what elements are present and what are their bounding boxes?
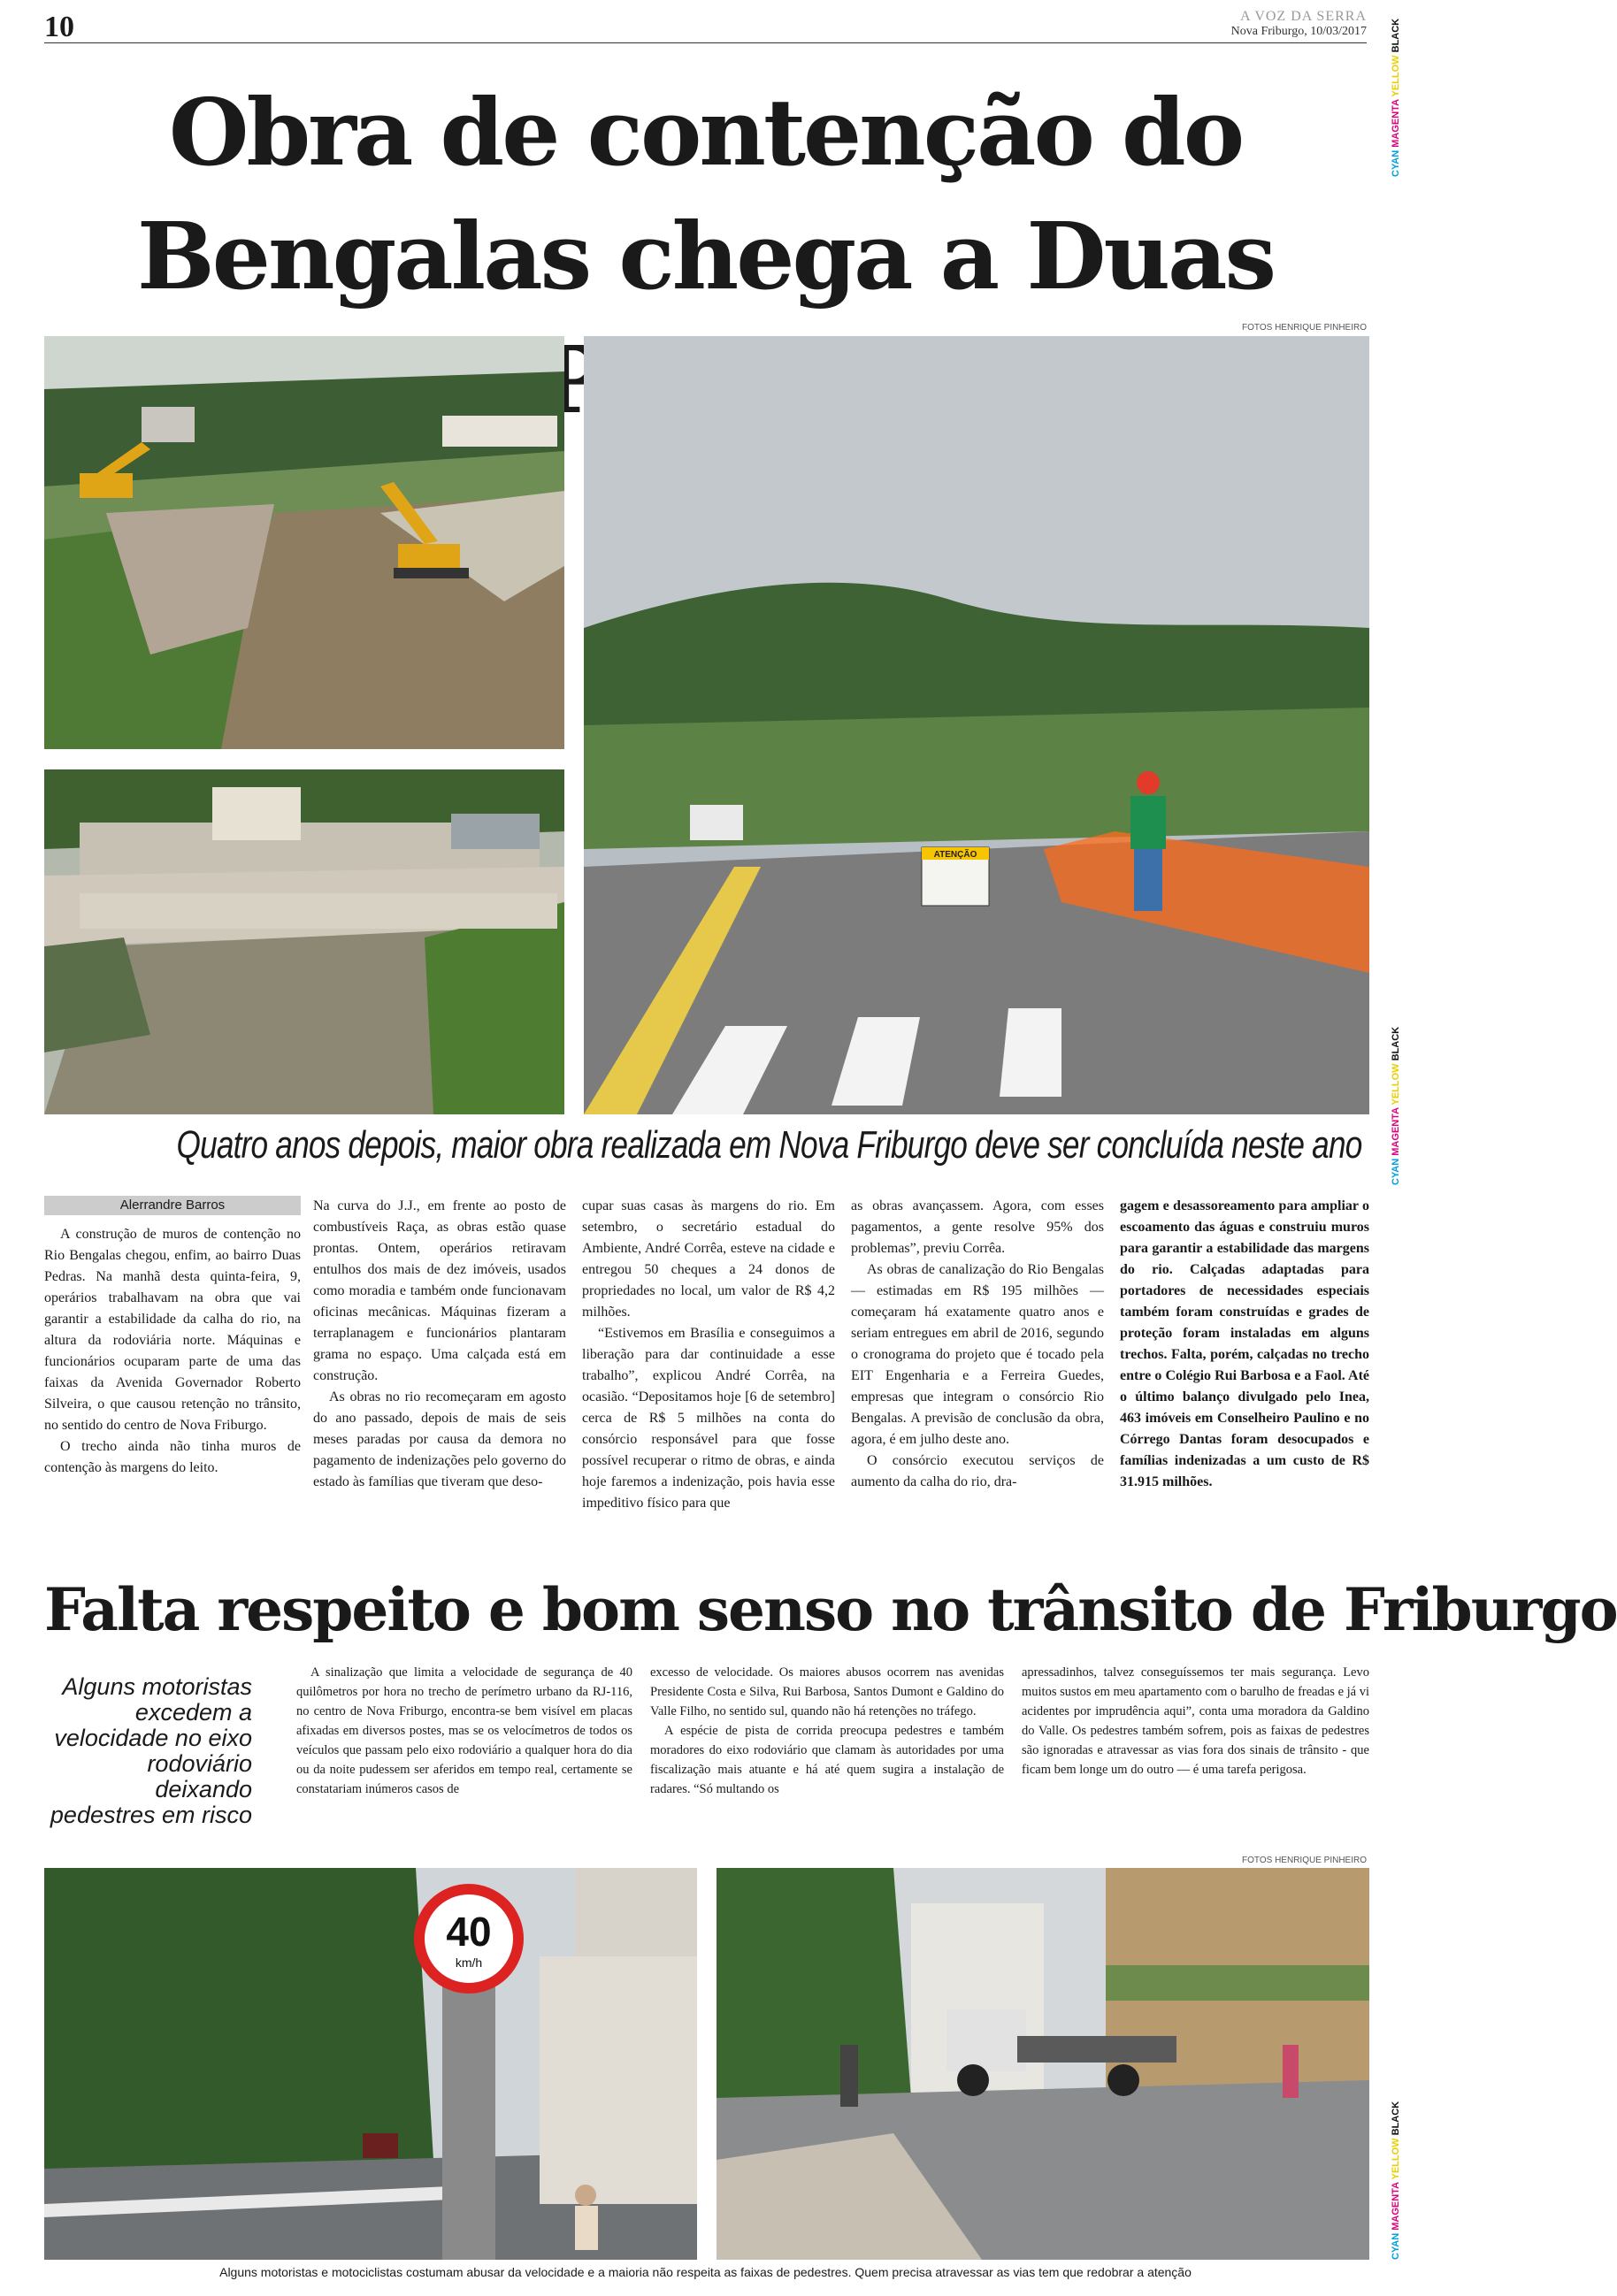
- cmyk-mark-top: CYAN MAGENTA YELLOW BLACK: [1391, 18, 1401, 177]
- story2-col2-p1: excesso de velocidade. Os maiores abusos ocorrem nas avenidas Presidente Costa e Silva, Rui Barbosa, Santos Dumont e Galdino do Valle Filho, no sentido sul, quando não há retenções no tráfego.: [650, 1665, 1004, 1718]
- page-number: 10: [44, 11, 74, 43]
- byline: Alerrandre Barros: [44, 1196, 301, 1215]
- photo-truck-street: [717, 1868, 1369, 2260]
- photo-road-workers: [584, 336, 1369, 1114]
- headline-line-1: Obra de contenção do: [168, 78, 1243, 187]
- photo-river-walls: [44, 769, 564, 1114]
- story1-col4-p2: As obras de canalização do Rio Bengalas — estimadas em R$ 195 milhões — começaram há exatamente quatro anos e seriam entregues em abril de 2016, segundo o cronograma do projeto que é tocado pela EIT Engenharia e a Ferreira Guedes, empresas que integram o consórcio Rio Bengalas. A previsão de conclusão da obra, agora, é em julho deste ano.: [851, 1262, 1104, 1447]
- story2-headline: Falta respeito e bom senso no trânsito de Friburgo: [44, 1575, 1617, 1644]
- story1-col2-p1: Na curva do J.J., em frente ao posto de combustíveis Raça, as obras estão quase prontas. Ontem, operários retiravam entulhos dos mais de dez imóveis, usados como moradia e também onde funcionavam oficinas mecânicas. Máquinas fizeram a terraplanagem e funcionários plantaram grama no espaço. Uma calçada está em construção.: [313, 1198, 566, 1383]
- story1-column-2: [313, 1196, 566, 1493]
- date-line: Nova Friburgo, 10/03/2017: [1230, 25, 1367, 38]
- speed-sign-pole: [442, 1956, 495, 2260]
- cmyk-mark-bottom: CYAN MAGENTA YELLOW BLACK: [1391, 2101, 1401, 2260]
- story2-column-3: [1022, 1663, 1369, 1779]
- story1-col1-p2: O trecho ainda não tinha muros de contenção às margens do leito.: [44, 1439, 301, 1475]
- publication-name: A VOZ DA SERRA: [1239, 9, 1367, 24]
- story2-col3-p1: apressadinhos, talvez conseguíssemos ter mais segurança. Levo muitos sustos em meu apartamento com o barulho de freadas e já vi acidentes por imprudência aqui”, conta uma moradora da Galdino do Valle. Os pedestres também sofrem, pois as faixas de pedestres são ignoradas e atravessar as vias fora dos sinais de trânsito - que ficam bem longe um do outro — é uma tarefa perigosa.: [1022, 1665, 1370, 1777]
- speed-limit-sign: [419, 1889, 518, 1988]
- story1-column-1: [44, 1196, 301, 1479]
- story2-deck: Alguns motoristas excedem a velocidade no eixo rodoviário deixando pedestres em risco: [50, 1673, 252, 1828]
- story1-col3-p2: “Estivemos em Brasília e conseguimos a liberação para dar continuidade a esse trabalho”, explicou André Corrêa, na ocasião. “Depositamos hoje [6 de setembro] cerca de R$ 5 milhões na conta do consórcio responsável para que fosse possível recuperar o ritmo de obras, e ainda hoje faremos a indenização, pois havia esse impeditivo físico para que: [582, 1326, 835, 1511]
- cmyk-mark-middle: CYAN MAGENTA YELLOW BLACK: [1391, 1026, 1401, 1185]
- headline-line-2: Bengalas chega a Duas: [136, 202, 1275, 310]
- warning-sign-text: ATENÇÃO: [933, 850, 977, 860]
- story1-col3-p1: cupar suas casas às margens do rio. Em setembro, o secretário estadual do Ambiente, André Corrêa, esteve na cidade e entregou 50 cheques a 24 donos de propriedades no local, um valor de R$ 4,2 milhões.: [582, 1198, 835, 1320]
- story1-column-3: [582, 1196, 835, 1514]
- masthead: [1231, 9, 1367, 39]
- story2-column-2: [650, 1663, 1004, 1799]
- story1-col4-p1: as obras avançassem. Agora, com esses pagamentos, a gente resolve 95% dos problemas”, previu Corrêa.: [851, 1198, 1104, 1256]
- warning-sign: [922, 847, 989, 906]
- story2-col2-p2: A espécie de pista de corrida preocupa pedestres e também moradores do eixo rodoviário que clamam às autoridades por uma fiscalização mais atuante e há até quem sugira a instalação de radares. “Só multando os: [650, 1724, 1004, 1796]
- photo-credit-top: FOTOS HENRIQUE PINHEIRO: [1242, 323, 1367, 333]
- story1-column-4: [851, 1196, 1104, 1493]
- story1-col2-p2: As obras no rio recomeçaram em agosto do ano passado, depois de mais de seis meses paradas por causa da demora no pagamento de indenizações pelo governo do estado às famílias que tiveram que deso-: [313, 1389, 566, 1489]
- story1-subhead: Quatro anos depois, maior obra realizada em Nova Friburgo deve ser concluída neste ano: [176, 1123, 1362, 1167]
- story1-column-5: [1120, 1196, 1369, 1493]
- speed-sign-number: 40: [446, 1909, 492, 1955]
- photo-credit-bottom: FOTOS HENRIQUE PINHEIRO: [1242, 1856, 1367, 1865]
- story2-col1-p1: A sinalização que limita a velocidade de segurança de 40 quilômetros por hora no trecho de perímetro urbano da RJ-116, no centro de Nova Friburgo, encontra-se bem visível em placas afixadas em diversos postes, mas se os velocímetros de todos os veículos que passam pelo eixo rodoviário a qualquer hora do dia ou da noite pudessem ser aferidos em tempo real, certamente se constatariam inúmeros casos de: [296, 1665, 632, 1796]
- speed-sign-unit: km/h: [455, 1955, 483, 1970]
- story1-col5-p1: gagem e desassoreamento para ampliar o escoamento das águas e construiu muros para garantir a estabilidade das margens do rio. Calçadas adaptadas para portadores de necessidades especiais também foram construídas e grades de proteção foram instaladas em alguns trechos. Falta, porém, calçadas no trecho entre o Colégio Rui Barbosa e a Faol. Até o último balanço divulgado pelo Inea, 463 imóveis em Conselheiro Paulino e no Córrego Dantas foram desocupados e famílias indenizadas a um custo de R$ 31.915 milhões.: [1120, 1198, 1369, 1489]
- photo-river-excavator: [44, 336, 564, 749]
- story1-col4-p3: O consórcio executou serviços de aumento da calha do rio, dra-: [851, 1453, 1104, 1489]
- top-rule: [44, 42, 1367, 43]
- story2-column-1: [296, 1663, 632, 1799]
- story1-col1-p1: A construção de muros de contenção no Rio Bengalas chegou, enfim, ao bairro Duas Pedras. Na manhã desta quinta-feira, 9, operários trabalhavam na obra que vai garantir a estabilidade da calha do rio, na altura da rodoviária norte. Máquinas e funcionários ocuparam parte de uma das faixas da Avenida Governador Roberto Silveira, o que causou retenção no trânsito, no sentido do centro de Nova Friburgo.: [44, 1227, 301, 1433]
- photo-speed-sign-street: [44, 1868, 697, 2260]
- photo-caption: Alguns motoristas e motociclistas costumam abusar da velocidade e a maioria não respeita as faixas de pedestres. Quem precisa atravessar as vias tem que redobrar a atenção: [219, 2265, 1192, 2279]
